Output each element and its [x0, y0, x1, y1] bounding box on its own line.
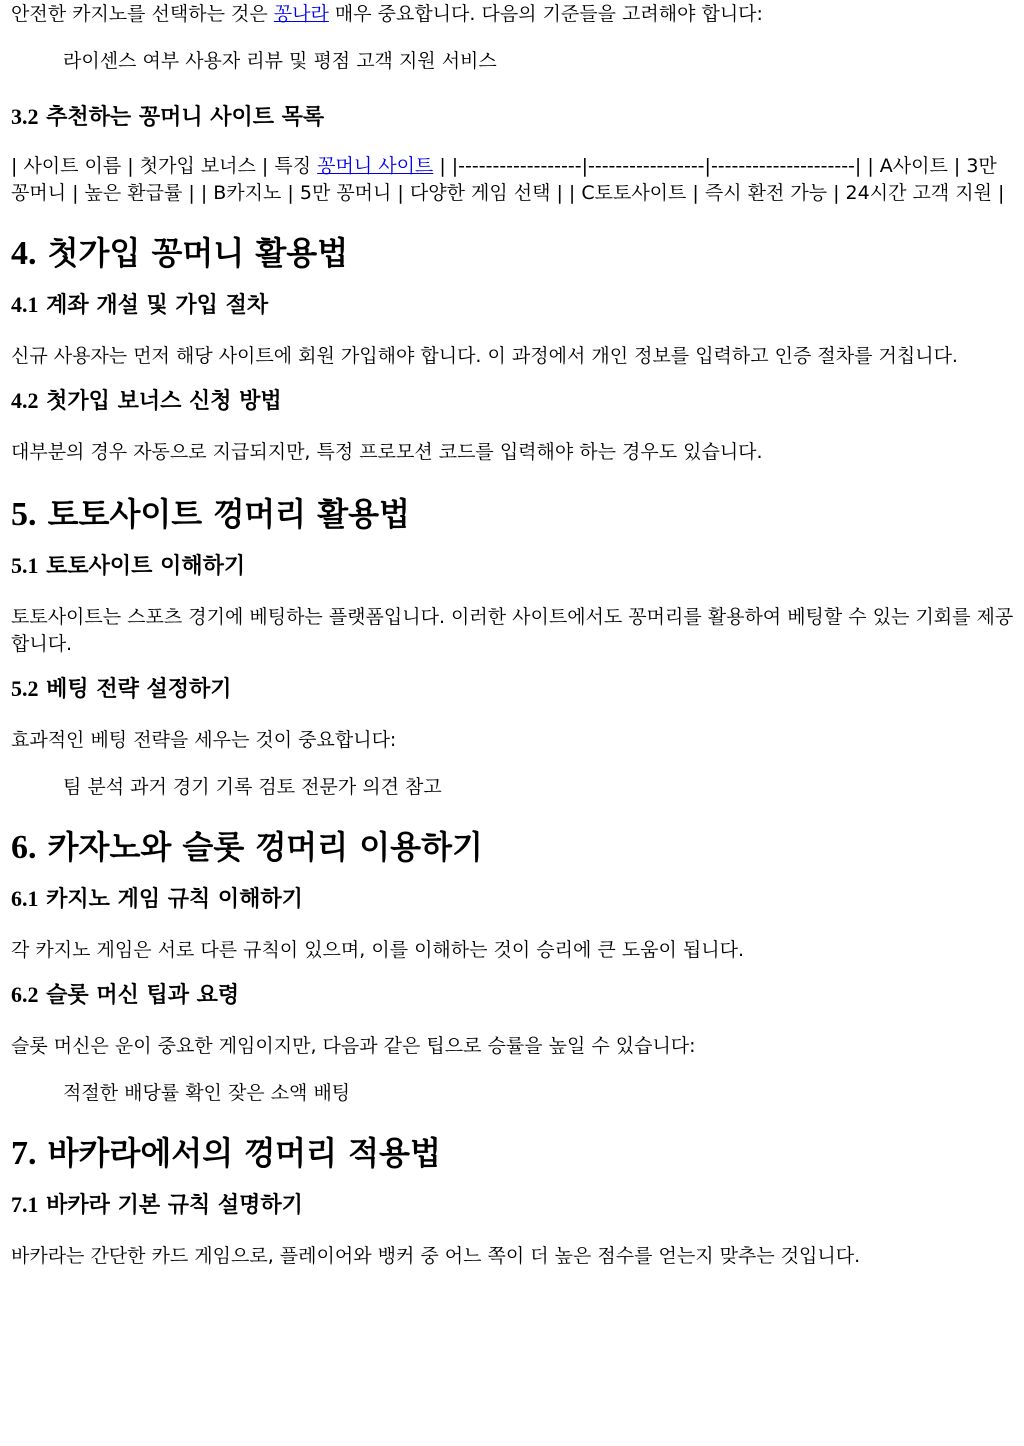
intro-paragraph	[11, 0, 1016, 28]
heading-6-2	[11, 980, 1016, 1011]
heading-title: 토토사이트 이해하기	[46, 554, 246, 579]
heading-4-2	[11, 386, 1016, 417]
paragraph-4-2: 대부분의 경우 자동으로 지급되지만, 특정 프로모션 코드를 입력해야 하는 경우도 있습니다.	[11, 441, 763, 463]
heading-number: 4.	[11, 235, 37, 272]
heading-title: 첫가입 꽁머니 활용법	[47, 234, 349, 272]
heading-title: 카자노와 슬롯 껑머리 이용하기	[47, 828, 483, 866]
heading-number: 5.1	[11, 553, 39, 578]
heading-number: 6.2	[11, 982, 39, 1007]
criteria-list: 라이센스 여부 사용자 리뷰 및 평점 고객 지원 서비스	[63, 50, 497, 72]
intro-text-start: 안전한 카지노를 선택하는 것은	[11, 3, 274, 25]
paragraph-5-2: 효과적인 베팅 전략을 세우는 것이 중요합니다:	[11, 729, 397, 751]
heading-title: 토토사이트 껑머리 활용법	[47, 495, 410, 533]
heading-7	[11, 1133, 1016, 1174]
heading-title: 첫가입 보너스 신청 방법	[46, 389, 282, 414]
slot-tips-list: 적절한 배당률 확인 잦은 소액 배팅	[63, 1082, 351, 1104]
heading-number: 3.2	[11, 104, 39, 129]
heading-6	[11, 827, 1016, 868]
heading-5-1	[11, 551, 1016, 582]
heading-title: 계좌 개설 및 가입 절차	[46, 293, 269, 318]
paragraph-5-1: 토토사이트는 스포츠 경기에 베팅하는 플랫폼입니다. 이러한 사이트에서도 꽁머리를 활용하여 베팅할 수 있는 기회를 제공합니다.	[11, 606, 1014, 655]
site-table-text	[11, 153, 1016, 207]
heading-title: 추천하는 꽁머니 사이트 목록	[46, 105, 325, 130]
heading-7-1	[11, 1190, 1016, 1221]
heading-number: 5.	[11, 496, 37, 533]
heading-number: 7.1	[11, 1192, 39, 1217]
heading-5	[11, 494, 1016, 535]
heading-5-2	[11, 674, 1016, 705]
article-body	[11, 0, 1016, 1270]
heading-title: 카지노 게임 규칙 이해하기	[46, 887, 303, 912]
heading-number: 7.	[11, 1135, 37, 1172]
intro-text-end: 매우 중요합니다. 다음의 기준들을 고려해야 합니다:	[328, 3, 763, 25]
heading-title: 바카라 기본 규칙 설명하기	[46, 1193, 303, 1218]
heading-4	[11, 233, 1016, 274]
heading-number: 6.1	[11, 886, 39, 911]
heading-number: 4.1	[11, 292, 39, 317]
heading-4-1	[11, 290, 1016, 321]
heading-title: 슬롯 머신 팁과 요령	[46, 983, 240, 1008]
paragraph-6-2: 슬롯 머신은 운이 중요한 게임이지만, 다음과 같은 팁으로 승률을 높일 수 있습니다:	[11, 1035, 696, 1057]
paragraph-4-1: 신규 사용자는 먼저 해당 사이트에 회원 가입해야 합니다. 이 과정에서 개인 정보를 입력하고 인증 절차를 거칩니다.	[11, 345, 958, 367]
heading-title: 베팅 전략 설정하기	[46, 677, 232, 702]
kkongmoney-site-link[interactable]: 꽁머니 사이트	[317, 155, 434, 177]
heading-title: 바카라에서의 껑머리 적용법	[47, 1134, 441, 1172]
betting-strategy-list: 팀 분석 과거 경기 기록 검토 전문가 의견 참고	[63, 776, 442, 798]
table-text-rest: | |------------------|-----------------|---------------------| | A사이트 | 3만 꽁머니 | 높은 환급률 | | B카지노 | 5만 꽁머니 | 다양한 게임 선택 | | C토토사이트 | 즉시 환전 가능 | 24시간 고객 지원 |	[11, 155, 1005, 204]
paragraph-7-1: 바카라는 간단한 카드 게임으로, 플레이어와 뱅커 중 어느 쪽이 더 높은 점수를 얻는지 맞추는 것입니다.	[11, 1245, 861, 1267]
paragraph-6-1: 각 카지노 게임은 서로 다른 규칙이 있으며, 이를 이해하는 것이 승리에 큰 도움이 됩니다.	[11, 939, 744, 961]
heading-number: 6.	[11, 829, 37, 866]
heading-6-1	[11, 884, 1016, 915]
heading-number: 4.2	[11, 388, 39, 413]
heading-number: 5.2	[11, 676, 39, 701]
table-text-start: | 사이트 이름 | 첫가입 보너스 | 특징	[11, 155, 318, 177]
heading-3-2	[11, 102, 1016, 133]
kkongnara-link[interactable]: 꽁나라	[273, 3, 329, 25]
